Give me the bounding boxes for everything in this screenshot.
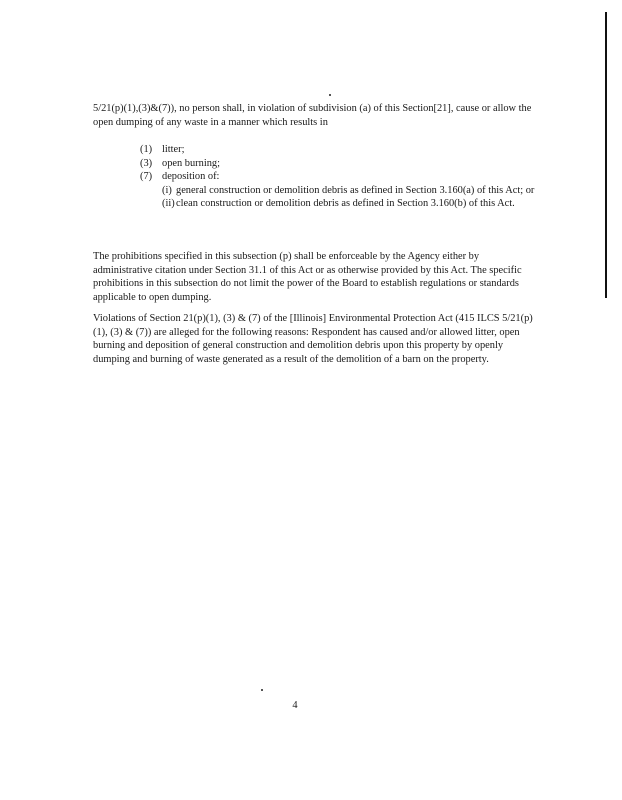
enforcement-paragraph: The prohibitions specified in this subsection (p) shall be enforceable by the Agency either by administrative citation under Section 31.1 of this Act or as otherwise provided by this Act. The specific prohibitions in this subsection do not limit the power of the Board to establish regulations or standards applicable to open dumping. — [93, 251, 522, 303]
page-edge-line — [605, 12, 607, 298]
scan-speck — [329, 94, 331, 96]
list-item-text: deposition of: — [162, 171, 220, 183]
sublist-item-text: clean construction or demolition debris as defined in Section 3.160(b) of this Act. — [176, 198, 515, 210]
list-item-number: (3) — [140, 157, 153, 169]
deposition-sublist — [162, 184, 540, 211]
list-item — [140, 170, 540, 184]
scan-speck — [261, 689, 263, 691]
page-number: 4 — [292, 700, 298, 711]
intro-paragraph: 5/21(p)(1),(3)&(7)), no person shall, in violation of subdivision (a) of this Section[21], cause or allow the open dumping of any waste in a manner which results in — [93, 103, 532, 128]
sublist-item-text: general construction or demolition debris as defined in Section 3.160(a) of this Act; or — [176, 184, 535, 196]
sublist-item — [162, 197, 540, 211]
list-item — [140, 143, 540, 157]
violation-list — [140, 143, 540, 211]
sublist-item-number: (i) — [162, 184, 172, 196]
list-item — [140, 157, 540, 171]
list-item-text: open burning; — [162, 157, 221, 169]
violations-paragraph: Violations of Section 21(p)(1), (3) & (7) of the [Illinois] Environmental Protection Act (415 ILCS 5/21(p)(1), (3) & (7)) are alleged for the following reasons: Respondent has caused and/or allowed litter, open burning and deposition of general construction and demolition debris upon this property by openly dumping and burning of waste generated as a result of the demolition of a barn on the property. — [93, 313, 533, 365]
list-item-number: (7) — [140, 171, 153, 183]
sublist-item-number: (ii) — [162, 198, 175, 210]
list-item-number: (1) — [140, 144, 153, 155]
list-item-text: litter; — [162, 144, 185, 155]
sublist-item — [162, 184, 540, 198]
